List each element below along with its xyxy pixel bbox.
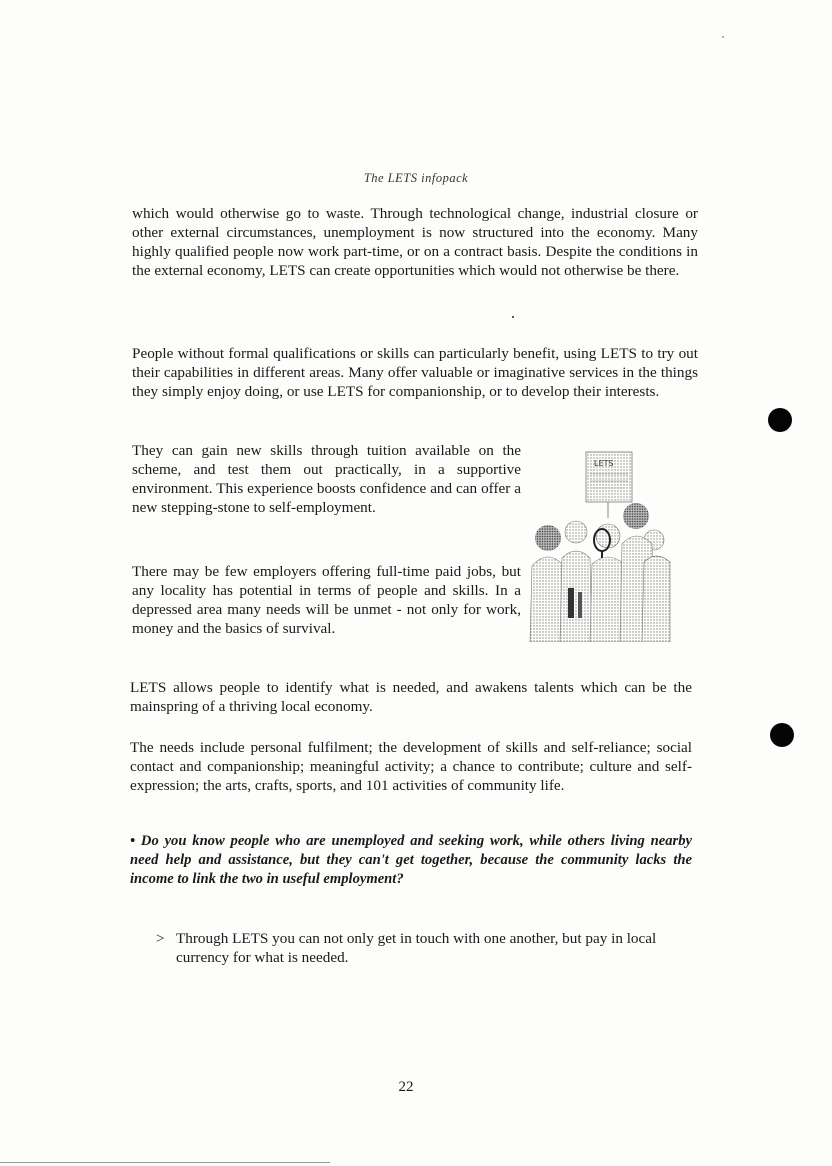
speck-mark	[512, 316, 514, 318]
question-paragraph: • Do you know people who are unemployed and seeking work, while others living nearby need help and assistance, but they can't get together, because the community lacks the income to link the two in useful employment?	[130, 833, 692, 887]
answer-text: Through LETS you can not only get in touch with one another, but pay in local currency for what is needed.	[176, 930, 657, 966]
page-number: 22	[398, 1079, 414, 1095]
scan-edge-line	[0, 1162, 330, 1163]
paragraph-new-skills: They can gain new skills through tuition available on the scheme, and test them out practically, in a supportive environment. This experience boosts confidence and can offer a new stepping-stone to self-employment.	[132, 442, 521, 516]
paragraph-needs-include: The needs include personal fulfilment; the development of skills and self-reliance; social contact and companionship; meaningful activity; a chance to contribute; culture and self-expression; the arts, crafts, sports, and 101 activities of community life.	[130, 739, 692, 794]
people-group-illustration	[524, 448, 672, 642]
sign-text: LETS	[594, 459, 614, 468]
punch-hole-upper	[768, 408, 792, 432]
paragraph-few-employers: There may be few employers offering full-time paid jobs, but any locality has potential in terms of people and skills. In a depressed area many needs will be unmet - not only for work, money and the basics of survival.	[132, 563, 521, 637]
answer-paragraph	[156, 929, 666, 967]
paragraph-without-qualifications: People without formal qualifications or skills can particularly benefit, using LETS to try out their capabilities in different areas. Many offer valuable or imaginative services in the things they simply enjoy doing, or use LETS for companionship, or to develop their interests.	[132, 345, 698, 400]
arrow-marker: >	[156, 930, 165, 947]
speck-mark	[722, 36, 724, 38]
punch-hole-lower	[770, 723, 794, 747]
page-header: The LETS infopack	[363, 171, 469, 185]
paragraph-identify-needs: LETS allows people to identify what is needed, and awakens talents which can be the mainspring of a thriving local economy.	[130, 679, 692, 715]
paragraph-waste-opportunities: which would otherwise go to waste. Through technological change, industrial closure or other external circumstances, unemployment is now structured into the economy. Many highly qualified people now work part-time, or on a contract basis. Despite the conditions in the external economy, LETS can create opportunities which would not otherwise be there.	[132, 205, 698, 279]
